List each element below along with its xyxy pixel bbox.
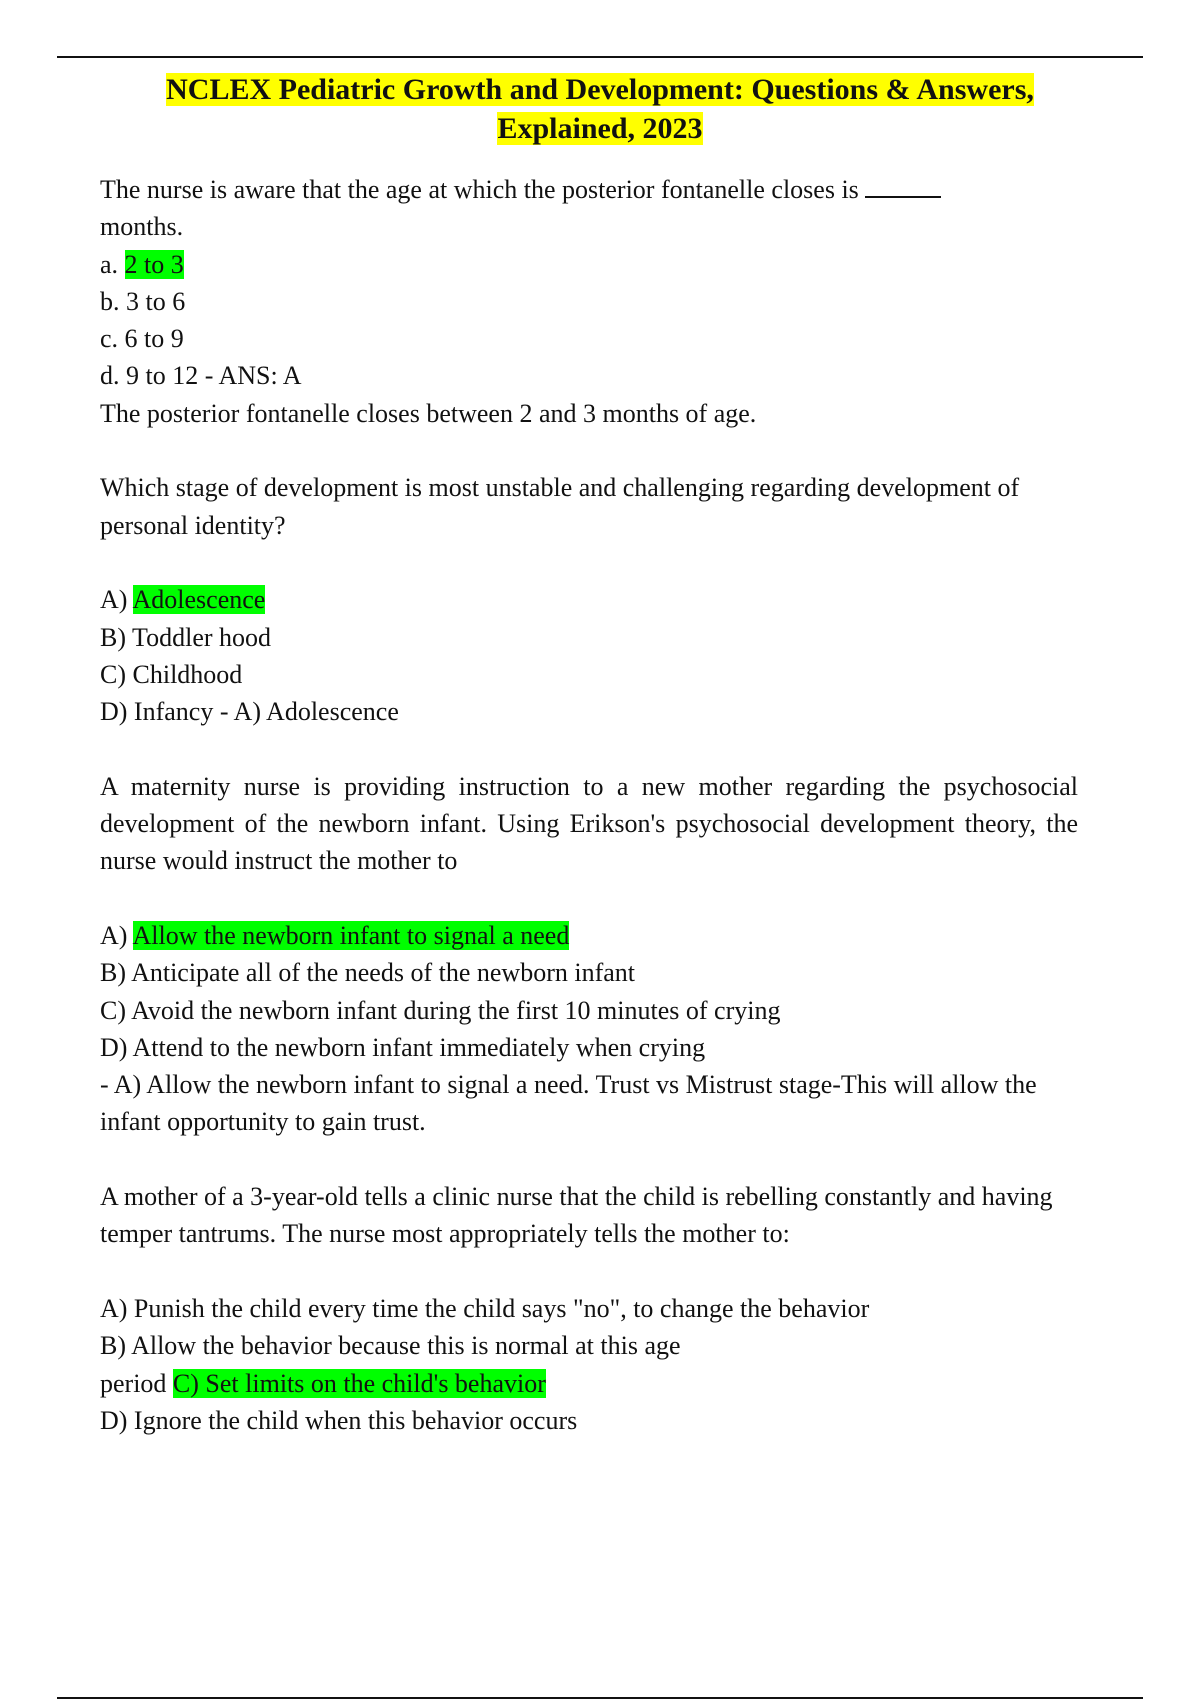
question-4-option-d: D) Ignore the child when this behavior occurs xyxy=(100,1405,578,1435)
question-1-option-a xyxy=(100,246,1078,283)
question-1-rationale: The posterior fontanelle closes between 2 and 3 months of age. xyxy=(100,398,757,428)
question-3 xyxy=(100,768,1078,1141)
question-1-stem-cont: months. xyxy=(100,212,184,242)
question-1 xyxy=(100,171,1078,432)
question-3-option-d: D) Attend to the newborn infant immediately when crying xyxy=(100,1032,706,1062)
spacer xyxy=(100,1253,1078,1290)
title-line-1: NCLEX Pediatric Growth and Development: Questions & Answers, xyxy=(166,73,1034,106)
question-1-correct-answer: 2 to 3 xyxy=(124,249,184,279)
question-4-option-b: B) Allow the behavior because this is normal at this age xyxy=(100,1331,681,1361)
question-1-stem xyxy=(100,171,1078,208)
question-3-option-a xyxy=(100,917,1078,954)
option-a-prefix: a. xyxy=(100,249,119,279)
question-1-option-b: b. 3 to 6 xyxy=(100,286,186,316)
fill-in-blank xyxy=(865,174,941,198)
spacer xyxy=(100,880,1078,917)
question-3-option-b: B) Anticipate all of the needs of the newborn infant xyxy=(100,958,636,988)
question-2 xyxy=(100,469,1078,730)
question-4-stem: A mother of a 3-year-old tells a clinic nurse that the child is rebelling constantly and having temper tantrums. The nurse most appropriately tells the mother to: xyxy=(100,1182,1053,1249)
question-4-option-a: A) Punish the child every time the child says "no", to change the behavior xyxy=(100,1293,870,1323)
question-4 xyxy=(100,1178,1078,1439)
question-3-stem: A maternity nurse is providing instruction to a new mother regarding the psychosocial development of the newborn infant. Using Erikson's psychosocial development theory, the nurse would instruct the mother to xyxy=(100,771,1078,876)
question-3-option-c: C) Avoid the newborn infant during the first 10 minutes of crying xyxy=(100,995,781,1025)
question-2-option-a xyxy=(100,581,1078,618)
bottom-rule xyxy=(57,1697,1143,1699)
document-body xyxy=(100,171,1078,1439)
option-a-prefix: A) xyxy=(100,585,128,615)
question-2-option-d: D) Infancy - A) Adolescence xyxy=(100,697,399,727)
title-line-2: Explained, 2023 xyxy=(497,112,703,145)
question-2-stem: Which stage of development is most unstable and challenging regarding development of personal identity? xyxy=(100,473,1020,540)
document-title xyxy=(100,70,1100,148)
spacer xyxy=(100,730,1078,767)
question-4-option-b-cont xyxy=(100,1365,1078,1402)
question-1-option-d: d. 9 to 12 - ANS: A xyxy=(100,361,302,391)
question-4-correct-answer: C) Set limits on the child's behavior xyxy=(172,1368,546,1398)
question-3-correct-answer: Allow the newborn infant to signal a need xyxy=(132,920,570,950)
spacer xyxy=(100,544,1078,581)
question-2-correct-answer: Adolescence xyxy=(132,585,266,615)
spacer xyxy=(100,432,1078,469)
question-1-option-c: c. 6 to 9 xyxy=(100,324,184,354)
top-rule xyxy=(57,56,1143,58)
question-3-rationale: - A) Allow the newborn infant to signal a need. Trust vs Mistrust stage-This will allow the infant opportunity to gain trust. xyxy=(100,1070,1037,1137)
question-2-option-b: B) Toddler hood xyxy=(100,622,272,652)
option-b-continuation: period xyxy=(100,1368,167,1398)
spacer xyxy=(100,1141,1078,1178)
option-a-prefix: A) xyxy=(100,920,128,950)
question-1-stem-text: The nurse is aware that the age at which the posterior fontanelle closes is xyxy=(100,175,859,204)
question-2-option-c: C) Childhood xyxy=(100,659,243,689)
